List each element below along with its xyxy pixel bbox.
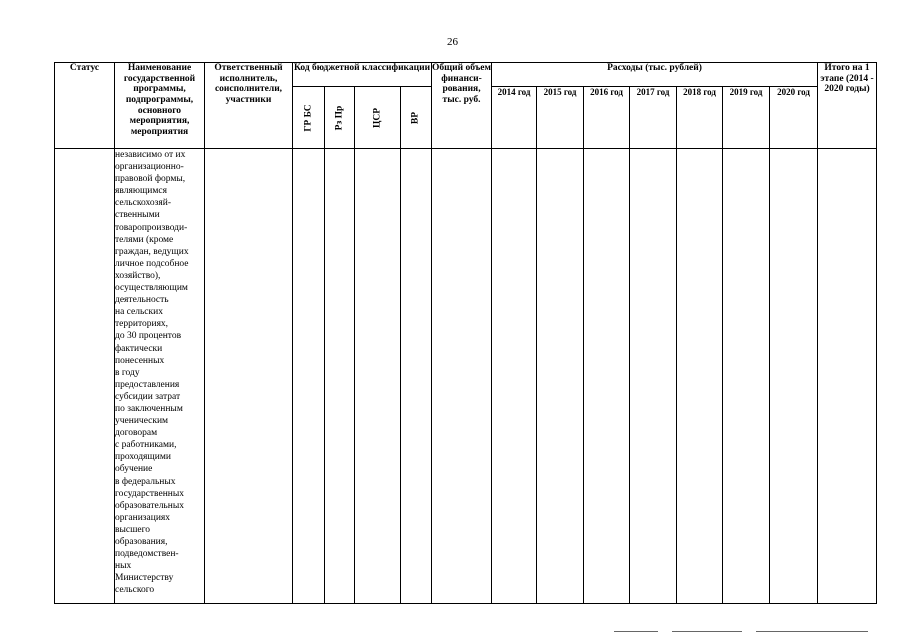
cell-2014 bbox=[492, 149, 537, 604]
header-year-2019: 2019 год bbox=[723, 87, 770, 149]
header-name: Наименование государственной программы, подпрограммы, основного мероприятия, мероприятия bbox=[115, 63, 205, 149]
footer-rule-2 bbox=[672, 631, 742, 632]
footer-rule-3 bbox=[756, 631, 868, 632]
header-itogo: Итого на 1 этапе (2014 - 2020 годы) bbox=[818, 63, 877, 149]
header-year-2018: 2018 год bbox=[677, 87, 723, 149]
cell-2018 bbox=[677, 149, 723, 604]
header-year-2020: 2020 год bbox=[770, 87, 818, 149]
header-budget-code: Код бюджетной классификации bbox=[293, 63, 432, 87]
cell-2019 bbox=[723, 149, 770, 604]
header-grbs-label: ГР БС bbox=[303, 103, 314, 132]
header-rzpr-label: Рз Пр bbox=[334, 105, 345, 130]
header-year-2016: 2016 год bbox=[584, 87, 630, 149]
header-expenses: Расходы (тыс. рублей) bbox=[492, 63, 818, 87]
header-total-volume: Общий объем финанси- рования, тыс. руб. bbox=[432, 63, 492, 149]
cell-2015 bbox=[537, 149, 584, 604]
cell-2017 bbox=[630, 149, 677, 604]
cell-status bbox=[55, 149, 115, 604]
cell-itogo bbox=[818, 149, 877, 604]
header-grbs bbox=[293, 87, 325, 149]
cell-csr bbox=[355, 149, 401, 604]
footer-rule-1 bbox=[614, 631, 658, 632]
cell-2020 bbox=[770, 149, 818, 604]
cell-2016 bbox=[584, 149, 630, 604]
header-year-2015: 2015 год bbox=[537, 87, 584, 149]
budget-table bbox=[54, 62, 877, 604]
cell-rzpr bbox=[325, 149, 355, 604]
header-executor: Ответственный исполнитель, соисполнители, участники bbox=[205, 63, 293, 149]
header-year-2014: 2014 год bbox=[492, 87, 537, 149]
cell-total-volume bbox=[432, 149, 492, 604]
header-rzpr bbox=[325, 87, 355, 149]
header-vr-label: ВР bbox=[410, 111, 421, 124]
header-vr bbox=[401, 87, 432, 149]
table-row bbox=[55, 149, 877, 604]
cell-executor bbox=[205, 149, 293, 604]
header-csr-label: ЦСР bbox=[372, 107, 383, 128]
cell-grbs bbox=[293, 149, 325, 604]
cell-vr bbox=[401, 149, 432, 604]
header-year-2017: 2017 год bbox=[630, 87, 677, 149]
header-status: Статус bbox=[55, 63, 115, 149]
header-csr bbox=[355, 87, 401, 149]
page-number: 26 bbox=[447, 36, 458, 48]
cell-name: независимо от их организационно- правовой формы, являющимся сельскохозяй- ственными товаропроизводи- телями (кроме граждан, ведущих личное подсобное хозяйство), осуществляющим деятельность на сельских территориях, до 30 процентов фактически понесенных в году предоставления субсидии затрат по заключенным ученическим договорам с работниками, проходящими обучение в федеральных государственных образовательных организациях высшего образования, подведомствен- ных Министерству сельского bbox=[115, 149, 205, 604]
